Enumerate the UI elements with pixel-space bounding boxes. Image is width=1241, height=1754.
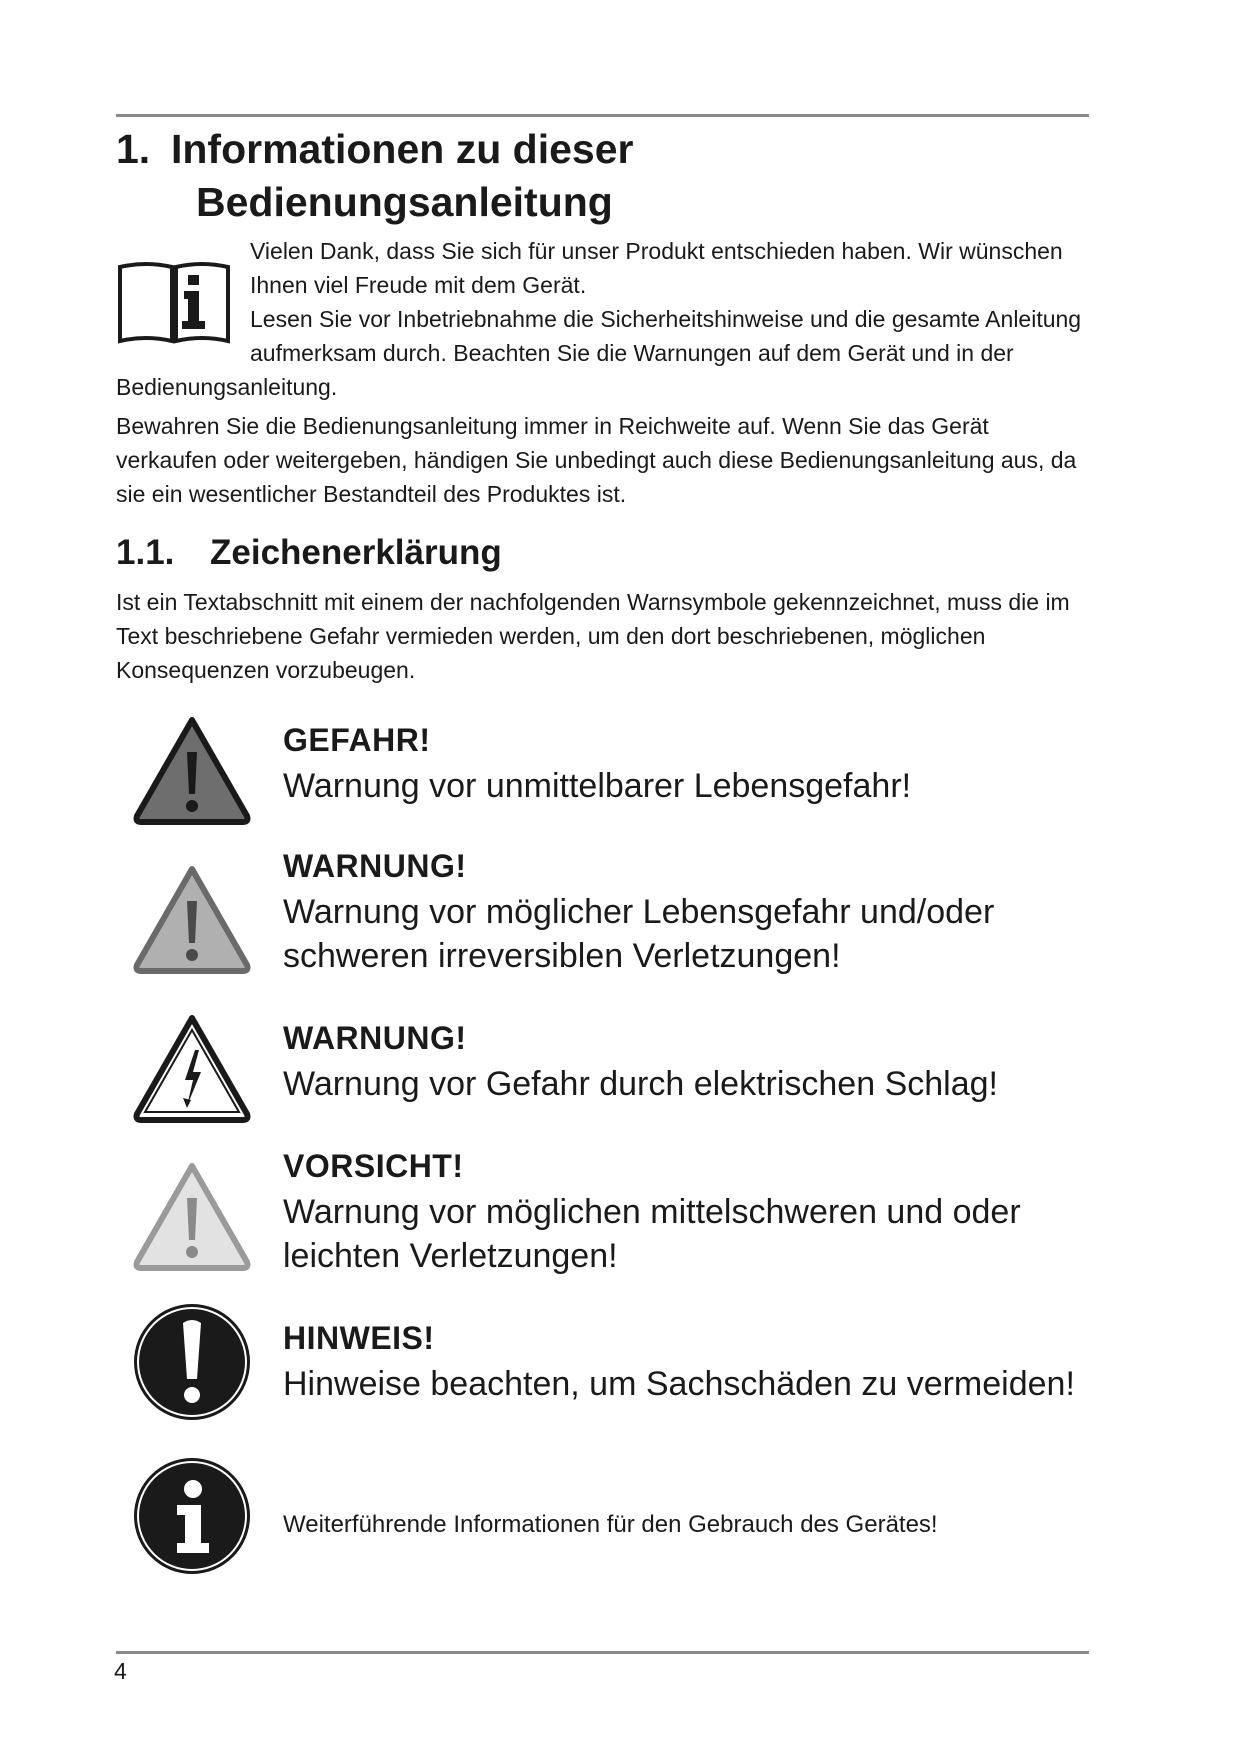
- heading2: [116, 530, 502, 576]
- heading1-line1: Informationen zu dieser: [171, 126, 634, 172]
- heading2-number: 1.1.: [116, 533, 175, 572]
- warning-text-warnung-1: Warnung vor möglicher Lebensgefahr und/oder schweren irreversiblen Verletzungen!: [283, 893, 995, 975]
- heading1-number: 1.: [116, 126, 151, 172]
- intro-paragraph-1: Vielen Dank, dass Sie sich für unser Produkt entschieden haben. Wir wünschen Ihnen viel Freude mit dem Gerät.: [250, 238, 1063, 298]
- notice-exclamation-circle-icon: [131, 1301, 253, 1423]
- top-rule: [116, 114, 1089, 117]
- warning-title-hinweis: HINWEIS!: [283, 1320, 435, 1356]
- warning-text-warnung-2: Warnung vor Gefahr durch elektrischen Schlag!: [283, 1065, 998, 1103]
- intro-block: [116, 234, 1089, 404]
- heading1-line2: Bedienungsanleitung: [196, 179, 613, 225]
- warning-title-vorsicht: VORSICHT!: [283, 1148, 464, 1184]
- heading2-title: Zeichenerklärung: [210, 533, 502, 572]
- danger-triangle-icon: [131, 712, 253, 834]
- book-icon-spacer: [116, 234, 250, 369]
- warning-title-warnung-1: WARNUNG!: [283, 848, 467, 884]
- warning-title-gefahr: GEFAHR!: [283, 722, 431, 758]
- intro-paragraph-3: Bewahren Sie die Bedienungsanleitung immer in Reichweite auf. Wenn Sie das Gerät verkaufen oder weitergeben, händigen Sie unbedingt auch diese Bedienungsanleitung aus, da sie ein wesentlicher Bestandteil des Produktes ist.: [116, 413, 1077, 507]
- warning-triangle-icon: [131, 861, 253, 983]
- caution-triangle-icon: [131, 1158, 253, 1280]
- warning-title-warnung-2: WARNUNG!: [283, 1020, 467, 1056]
- intro-paragraph-2: Lesen Sie vor Inbetriebnahme die Sicherheitshinweise und die gesamte Anleitung aufmerksam durch. Beachten Sie die Warnungen auf dem Gerät und in der Bedienungsanleitung.: [116, 306, 1082, 400]
- warning-text-vorsicht: Warnung vor möglichen mittelschweren und oder leichten Verletzungen!: [283, 1193, 1021, 1275]
- warning-text-gefahr: Warnung vor unmittelbarer Lebensgefahr!: [283, 767, 912, 805]
- info-text: Weiterführende Informationen für den Gebrauch des Gerätes!: [283, 1511, 938, 1538]
- bottom-rule: [116, 1651, 1089, 1654]
- warning-text-hinweis: Hinweise beachten, um Sachschäden zu vermeiden!: [283, 1365, 1075, 1403]
- legend-intro: Ist ein Textabschnitt mit einem der nachfolgenden Warnsymbole gekennzeichnet, muss die im Text beschriebene Gefahr vermieden werden, um den dort beschriebenen, möglichen Konsequenzen vorzubeugen.: [116, 589, 1070, 683]
- page-number: 4: [114, 1658, 127, 1684]
- info-circle-icon: [131, 1455, 253, 1577]
- electric-shock-triangle-icon: [131, 1010, 253, 1132]
